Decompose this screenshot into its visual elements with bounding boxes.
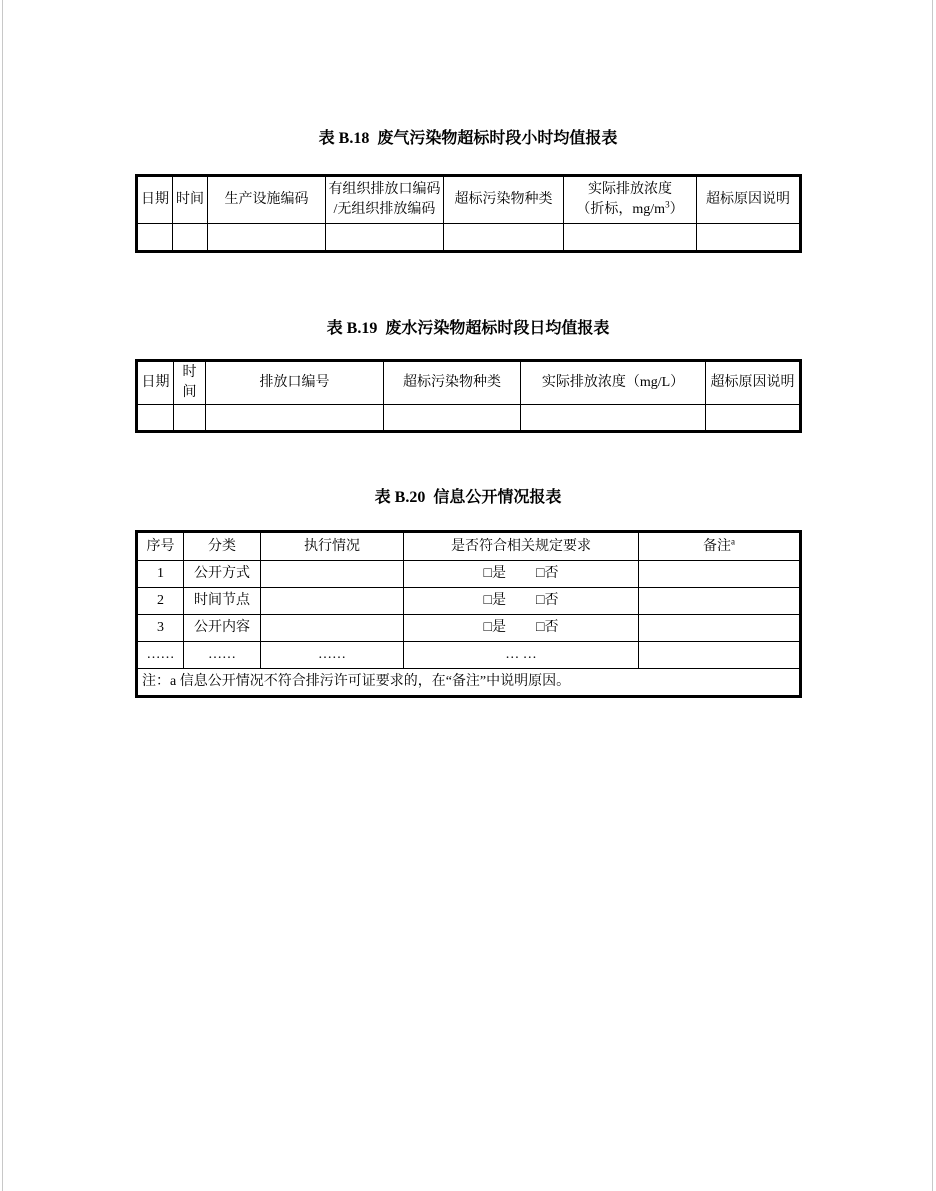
b19-header-pollutant-type: 超标污染物种类 (384, 361, 521, 405)
b19-header-time: 时间 (174, 361, 206, 405)
b20-row-compliance-cell (404, 561, 639, 588)
b18-header-pollutant-type: 超标污染物种类 (444, 176, 564, 224)
b18-header-time: 时间 (173, 176, 208, 224)
b20-ellipsis-remark-cell (639, 642, 801, 669)
b19-header-reason: 超标原因说明 (706, 361, 801, 405)
b20-row-execution-cell (261, 561, 404, 588)
page-left-edge (2, 0, 3, 1191)
table-b19 (135, 359, 802, 433)
b20-row-remark-cell (639, 561, 801, 588)
b19-header-row (137, 361, 801, 405)
b18-header-concentration (564, 176, 697, 224)
b19-empty-cell (206, 405, 384, 432)
b19-empty-cell (137, 405, 174, 432)
b20-row-remark-cell (639, 615, 801, 642)
table-b18-title: 表 B.18 废气污染物超标时段小时均值报表 (318, 130, 618, 147)
compliance-checkbox-group (484, 618, 559, 638)
b20-row-no: 2 (137, 588, 184, 615)
checkbox-no[interactable]: □否 (536, 620, 559, 635)
b18-concentration-unit-suffix: ） (669, 202, 684, 217)
b18-header-reason: 超标原因说明 (697, 176, 801, 224)
b20-row-no: 1 (137, 561, 184, 588)
b20-header-compliance: 是否符合相关规定要求 (404, 532, 639, 561)
b20-ellipsis-category: …… (184, 642, 261, 669)
b20-header-row (137, 532, 801, 561)
b19-empty-cell (174, 405, 206, 432)
b18-header-concentration-line2 (566, 200, 694, 220)
b20-row-category: 时间节点 (184, 588, 261, 615)
b20-row-compliance-cell (404, 615, 639, 642)
b19-empty-cell (384, 405, 521, 432)
b20-ellipsis-no: …… (137, 642, 184, 669)
b18-empty-cell (208, 224, 326, 252)
b19-empty-cell (521, 405, 706, 432)
checkbox-yes[interactable]: □是 (483, 566, 506, 581)
table-b20 (135, 530, 802, 698)
table-b18 (135, 174, 802, 253)
checkbox-no[interactable]: □否 (536, 593, 559, 608)
b20-header-remark (639, 532, 801, 561)
b19-empty-cell (706, 405, 801, 432)
b20-ellipsis-row (137, 642, 801, 669)
b18-empty-cell (697, 224, 801, 252)
compliance-checkbox-group (484, 591, 559, 611)
b20-row-category: 公开方式 (184, 561, 261, 588)
b18-concentration-superscript: 3 (665, 199, 670, 210)
checkbox-yes[interactable]: □是 (483, 620, 506, 635)
b20-row-no: 3 (137, 615, 184, 642)
table-b20-title: 表 B.20 信息公开情况报表 (374, 489, 562, 506)
b18-empty-cell (444, 224, 564, 252)
b20-header-remark-superscript: a (731, 535, 735, 546)
b20-header-remark-text: 备注 (703, 538, 731, 554)
b18-header-row (137, 176, 801, 224)
b20-note-row (137, 669, 801, 697)
b18-empty-cell (137, 224, 173, 252)
b19-empty-row (137, 405, 801, 432)
b20-row-2 (137, 588, 801, 615)
b18-empty-row (137, 224, 801, 252)
b18-empty-cell (326, 224, 444, 252)
b20-footnote: 注：a 信息公开情况不符合排污许可证要求的，在“备注”中说明原因。 (137, 669, 801, 697)
b19-header-outlet-code: 排放口编号 (206, 361, 384, 405)
b18-concentration-unit-prefix: （折标，mg/m (576, 202, 666, 217)
b20-row-execution-cell (261, 588, 404, 615)
b18-header-facility-code: 生产设施编码 (208, 176, 326, 224)
b20-row-execution-cell (261, 615, 404, 642)
b18-header-outlet-code-line1: 有组织排放口编码 (328, 182, 441, 197)
b18-header-concentration-line1: 实际排放浓度 (588, 182, 672, 197)
compliance-checkbox-group (484, 564, 559, 584)
table-b19-title: 表 B.19 废水污染物超标时段日均值报表 (326, 320, 610, 337)
b18-empty-cell (564, 224, 697, 252)
b20-ellipsis-execution: …… (261, 642, 404, 669)
b18-empty-cell (173, 224, 208, 252)
b18-header-outlet-code (326, 176, 444, 224)
b20-ellipsis-compliance: … … (404, 642, 639, 669)
b20-header-execution: 执行情况 (261, 532, 404, 561)
b20-row-remark-cell (639, 588, 801, 615)
b18-header-date: 日期 (137, 176, 173, 224)
b19-header-date: 日期 (137, 361, 174, 405)
b19-header-concentration: 实际排放浓度（mg/L） (521, 361, 706, 405)
b18-header-outlet-code-line2: /无组织排放编码 (333, 202, 436, 217)
b20-row-category: 公开内容 (184, 615, 261, 642)
b20-row-compliance-cell (404, 588, 639, 615)
checkbox-yes[interactable]: □是 (483, 593, 506, 608)
b20-row-1 (137, 561, 801, 588)
b20-row-3 (137, 615, 801, 642)
checkbox-no[interactable]: □否 (536, 566, 559, 581)
page-right-edge (932, 0, 933, 1191)
b20-header-category: 分类 (184, 532, 261, 561)
b20-header-no: 序号 (137, 532, 184, 561)
